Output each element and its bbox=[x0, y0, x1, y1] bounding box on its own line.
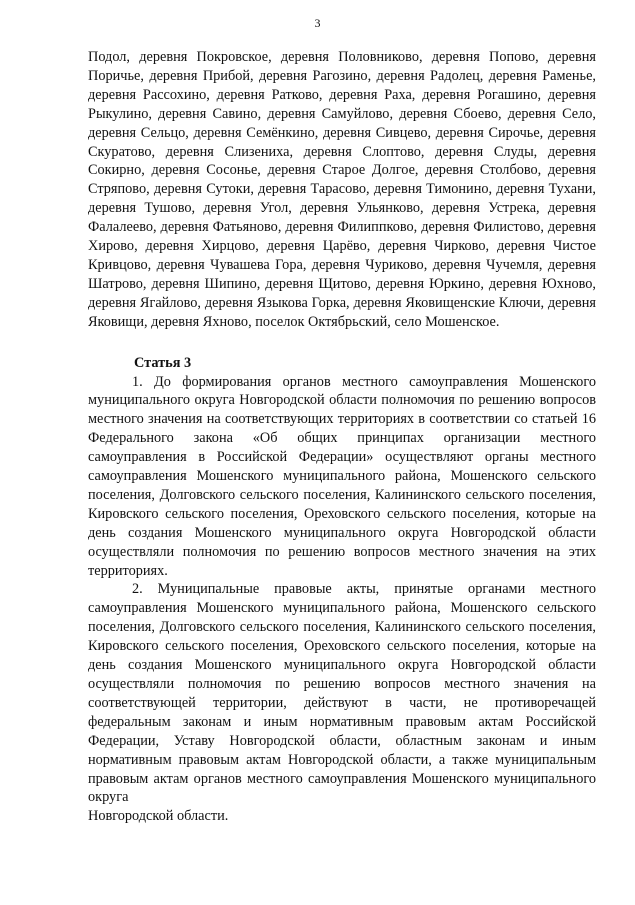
article-clause-2: 2. Муниципальные правовые акты, принятые органами местного самоуправления Мошенского муниципального района, Мошенского сельского поселения, Долговского сельского поселения, Калининского сельского поселения, Кировского сельского поселения, Ореховского сельского поселения, которые на день создания Мошенского муниципального округа Новгородской области осуществляли полномочия по решению вопросов местного значения на соответствующей территории, действуют в части, не противоречащей федеральным законам и иным нормативным правовым актам Российской Федерации, Уставу Новгородской области, областным законам и иным нормативным правовым актам Новгородской области, а также муниципальным правовым актам органов местного самоуправления Мошенского муниципального округа bbox=[88, 581, 596, 806]
document-body bbox=[88, 48, 596, 826]
article-heading: Статья 3 bbox=[134, 354, 192, 371]
article-clause-1: 1. До формирования органов местного самоуправления Мошенского муниципального округа Новгородской области полномочия по решению вопросов местного значения на соответствующих территориях в соответствии со статьей 16 Федерального закона «Об общих принципах организации местного самоуправления в Российской Федерации» осуществляют органы местного самоуправления Мошенского муниципального района, Мошенского сельского поселения, Долговского сельского поселения, Калининского сельского поселения, Кировского сельского поселения, Ореховского сельского поселения, которые на день создания Мошенского муниципального округа Новгородской области осуществляли полномочия по решению вопросов местного значения на этих территориях. bbox=[88, 373, 596, 579]
settlement-list-paragraph: Подол, деревня Покровское, деревня Половниково, деревня Попово, деревня Поричье, деревня Прибой, деревня Рагозино, деревня Радолец, деревня Раменье, деревня Рассохино, деревня Ратково, деревня Раха, деревня Рогашино, деревня Рыкулино, деревня Савино, деревня Самуйлово, деревня Сбоево, деревня Село, деревня Сельцо, деревня Семёнкино, деревня Сивцево, деревня Сирочье, деревня Скуратово, деревня Слизениха, деревня Слоптово, деревня Слуды, деревня Сокирно, деревня Сосонье, деревня Старое Долгое, деревня Столбово, деревня Стряпово, деревня Сутоки, деревня Тарасово, деревня Тимонино, деревня Тухани, деревня Тушово, деревня Угол, деревня Ульянково, деревня Устрека, деревня Фалалеево, деревня Фатьяново, деревня Филиппково, деревня Филистово, деревня Хирово, деревня Хирцово, деревня Царёво, деревня Чирково, деревня Чистое Кривцово, деревня Чувашева Гора, деревня Чуриково, деревня Чучемля, деревня Шатрово, деревня Шипино, деревня Щитово, деревня Юркино, деревня Юхново, деревня Ягайлово, деревня Языкова Горка, деревня Яковищенские Ключи, деревня Яковищи, деревня Яхново, поселок Октябрьский, село Мошенское. bbox=[88, 49, 596, 330]
page-number: 3 bbox=[314, 16, 321, 30]
article-clause-2-end: Новгородской области. bbox=[88, 808, 229, 825]
